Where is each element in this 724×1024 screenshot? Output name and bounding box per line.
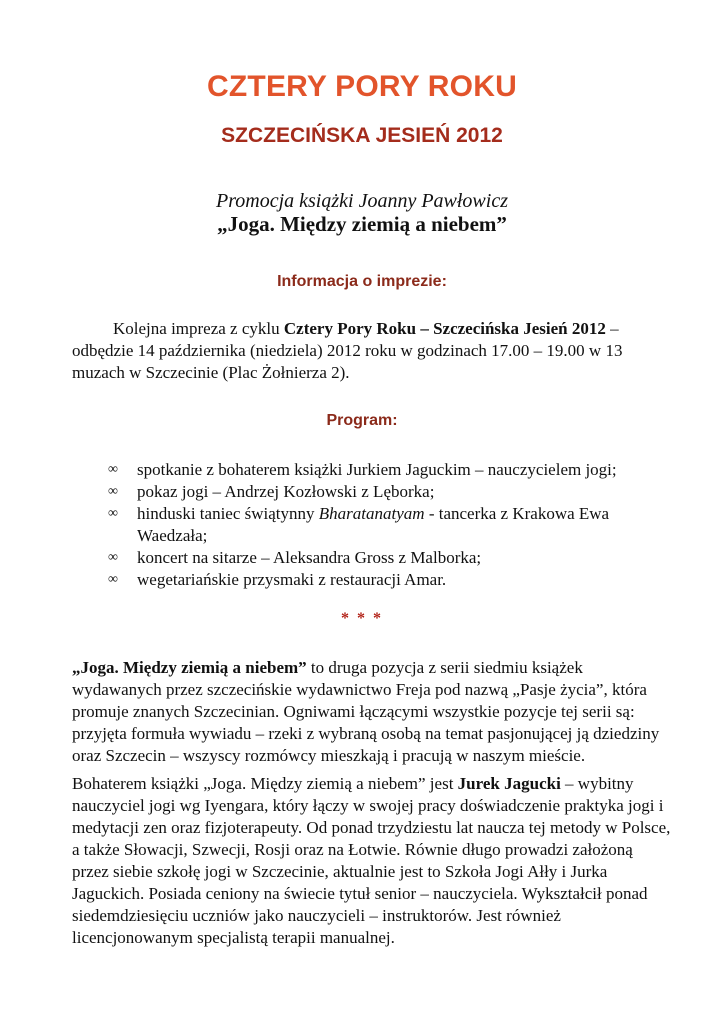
program-item-text: wegetariańskie przysmaki z restauracji Amar. bbox=[137, 570, 447, 589]
book-description-title: „Joga. Między ziemią a niebem” bbox=[72, 658, 307, 677]
program-item-text: spotkanie z bohaterem książki Jurkiem Jaguckim – nauczycielem jogi; bbox=[137, 460, 617, 479]
infinity-bullet-icon: ∞ bbox=[108, 484, 118, 499]
info-text-2: – odbędzie 14 października (niedziela) 2012 roku w godzinach 17.00 – 19.00 w 13 muzach w Szczecinie (Plac Żołnierza 2). bbox=[72, 319, 623, 382]
program-item-italic: Bharatanatyam bbox=[318, 504, 425, 523]
infinity-bullet-icon: ∞ bbox=[108, 572, 118, 587]
hero-description-paragraph bbox=[72, 773, 672, 949]
infinity-bullet-icon: ∞ bbox=[108, 550, 118, 565]
book-description-text: to druga pozycja z serii siedmiu książek wydawanych przez szczecińskie wydawnictwo Freja pod nazwą „Pasje życia”, która promuje znanych Szczecinian. Ogniwami łączącymi wszystkie pozycje tej serii są: przyjęta formuła wywiadu – rzeki z wybraną osobą na temat pasjonującej ją dziedziny oraz Szczecin – wszyscy rozmówcy mieszkają i pracują w naszym mieście. bbox=[72, 658, 660, 765]
infinity-bullet-icon: ∞ bbox=[108, 506, 118, 521]
list-item bbox=[108, 569, 648, 591]
hero-name: Jurek Jagucki bbox=[457, 774, 561, 793]
info-heading: Informacja o imprezie: bbox=[277, 273, 447, 290]
hero-text-2: – wybitny nauczyciel jogi wg Iyengara, który łączy w swojej pracy doświadczenie praktyka jogi i medytacji zen oraz fizjoterapeuty. Od ponad trzydziestu lat naucza tej metody w Polsce, a także Słowacji, Szwecji, Rosji oraz na Łotwie. Równie długo prowadzi założoną przez siebie szkołę jogi w Szczecinie, aktualnie jest to Szkoła Jogi Ałły i Jurka Jaguckich. Posiada ceniony na świecie tytuł senior – nauczyciela. Wykształcił ponad siedemdziesięciu uczniów jako nauczycieli – instruktorów. Jest również licencjonowanym specjalistą terapii manualnej. bbox=[72, 774, 671, 947]
info-text-1: Kolejna impreza z cyklu bbox=[113, 319, 284, 338]
program-item-text: pokaz jogi – Andrzej Kozłowski z Lęborka; bbox=[137, 482, 435, 501]
section-separator: * * * bbox=[341, 610, 383, 627]
info-paragraph bbox=[72, 318, 672, 384]
infinity-bullet-icon: ∞ bbox=[108, 462, 118, 477]
program-item-text: koncert na sitarze – Aleksandra Gross z Malborka; bbox=[137, 548, 482, 567]
hero-text-1: Bohaterem książki „Joga. Między ziemią a niebem” jest bbox=[72, 774, 458, 793]
list-item bbox=[108, 459, 648, 481]
book-title: „Joga. Między ziemią a niebem” bbox=[217, 212, 507, 236]
page-subtitle: SZCZECIŃSKA JESIEŃ 2012 bbox=[221, 124, 503, 147]
program-item-text-before: hinduski taniec świątynny bbox=[137, 504, 319, 523]
program-item-text-after: - tancerka z Krakowa Ewa Waedzała; bbox=[137, 504, 610, 545]
book-description-paragraph bbox=[72, 657, 672, 767]
info-bold-event: Cztery Pory Roku – Szczecińska Jesień 2012 bbox=[283, 319, 606, 338]
list-item bbox=[108, 503, 648, 547]
program-heading: Program: bbox=[326, 412, 398, 429]
list-item bbox=[108, 481, 648, 503]
list-item bbox=[108, 547, 648, 569]
page-title: CZTERY PORY ROKU bbox=[207, 70, 517, 103]
program-list bbox=[108, 459, 648, 591]
promo-line: Promocja książki Joanny Pawłowicz bbox=[216, 190, 508, 212]
